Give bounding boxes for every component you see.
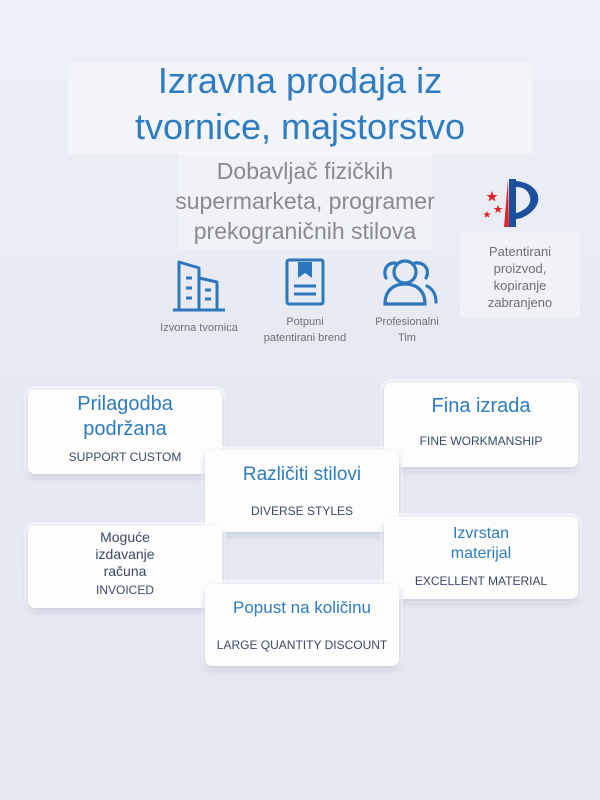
- card-title: Popust na količinu: [233, 598, 371, 617]
- patent-note-line: kopiranje: [493, 278, 547, 293]
- card-title-line: računa: [103, 563, 147, 579]
- patent-note-line: zabranjeno: [487, 295, 553, 310]
- patent-note: [460, 243, 580, 311]
- card-title: [29, 529, 221, 580]
- patent-note-line: proizvod,: [493, 261, 547, 276]
- card-diverse-styles: [205, 450, 399, 532]
- card-fine-workmanship: [384, 383, 578, 467]
- feature-label-line: Potpuni: [286, 316, 324, 328]
- card-subtitle: FINE WORKMANSHIP: [419, 434, 543, 448]
- headline-line: tvornice, majstorstvo: [134, 106, 466, 147]
- page-title: [60, 58, 540, 150]
- card-title-line: podržana: [83, 418, 167, 440]
- building-icon: [169, 256, 229, 314]
- subheadline-line: supermarketa, programer: [175, 188, 435, 214]
- card-title-line: izdavanje: [95, 546, 155, 562]
- card-title: Različiti stilovi: [242, 464, 362, 485]
- card-subtitle: SUPPORT CUSTOM: [68, 450, 182, 464]
- card-title: [385, 524, 577, 564]
- card-title: [29, 392, 221, 442]
- team-icon: [375, 256, 439, 308]
- feature-label: [352, 314, 462, 346]
- feature-label-line: patentirani brend: [263, 332, 347, 344]
- card-invoiced: [28, 526, 222, 608]
- card-title-line: Izvrstan: [452, 525, 509, 542]
- feature-professional-team: [352, 256, 462, 346]
- card-title-line: materijal: [450, 545, 512, 562]
- subheadline: [130, 156, 480, 246]
- card-subtitle: EXCELLENT MATERIAL: [414, 574, 548, 588]
- card-subtitle: DIVERSE STYLES: [250, 504, 354, 518]
- card-subtitle: LARGE QUANTITY DISCOUNT: [216, 638, 388, 652]
- feature-label: [250, 314, 360, 346]
- patent-logo-icon: [478, 175, 550, 235]
- card-subtitle: INVOICED: [95, 583, 154, 597]
- feature-source-factory: [144, 256, 254, 336]
- card-quantity-discount: [205, 584, 399, 666]
- card-title-line: Moguće: [100, 529, 150, 545]
- feature-patented-brand: [250, 256, 360, 346]
- headline-line: Izravna prodaja iz: [157, 60, 443, 101]
- subheadline-line: prekograničnih stilova: [193, 218, 417, 244]
- feature-label-line: Profesionalni: [375, 316, 439, 328]
- document-bookmark-icon: [281, 256, 329, 308]
- card-title: Fina izrada: [431, 395, 531, 417]
- feature-label-line: Tim: [398, 332, 416, 344]
- card-excellent-material: [384, 517, 578, 599]
- feature-label: Izvorna tvornica: [160, 322, 238, 334]
- subheadline-line: Dobavljač fizičkih: [216, 158, 394, 184]
- patent-note-line: Patentirani: [488, 244, 552, 259]
- card-title-line: Prilagodba: [77, 393, 173, 415]
- card-support-custom: [28, 390, 222, 474]
